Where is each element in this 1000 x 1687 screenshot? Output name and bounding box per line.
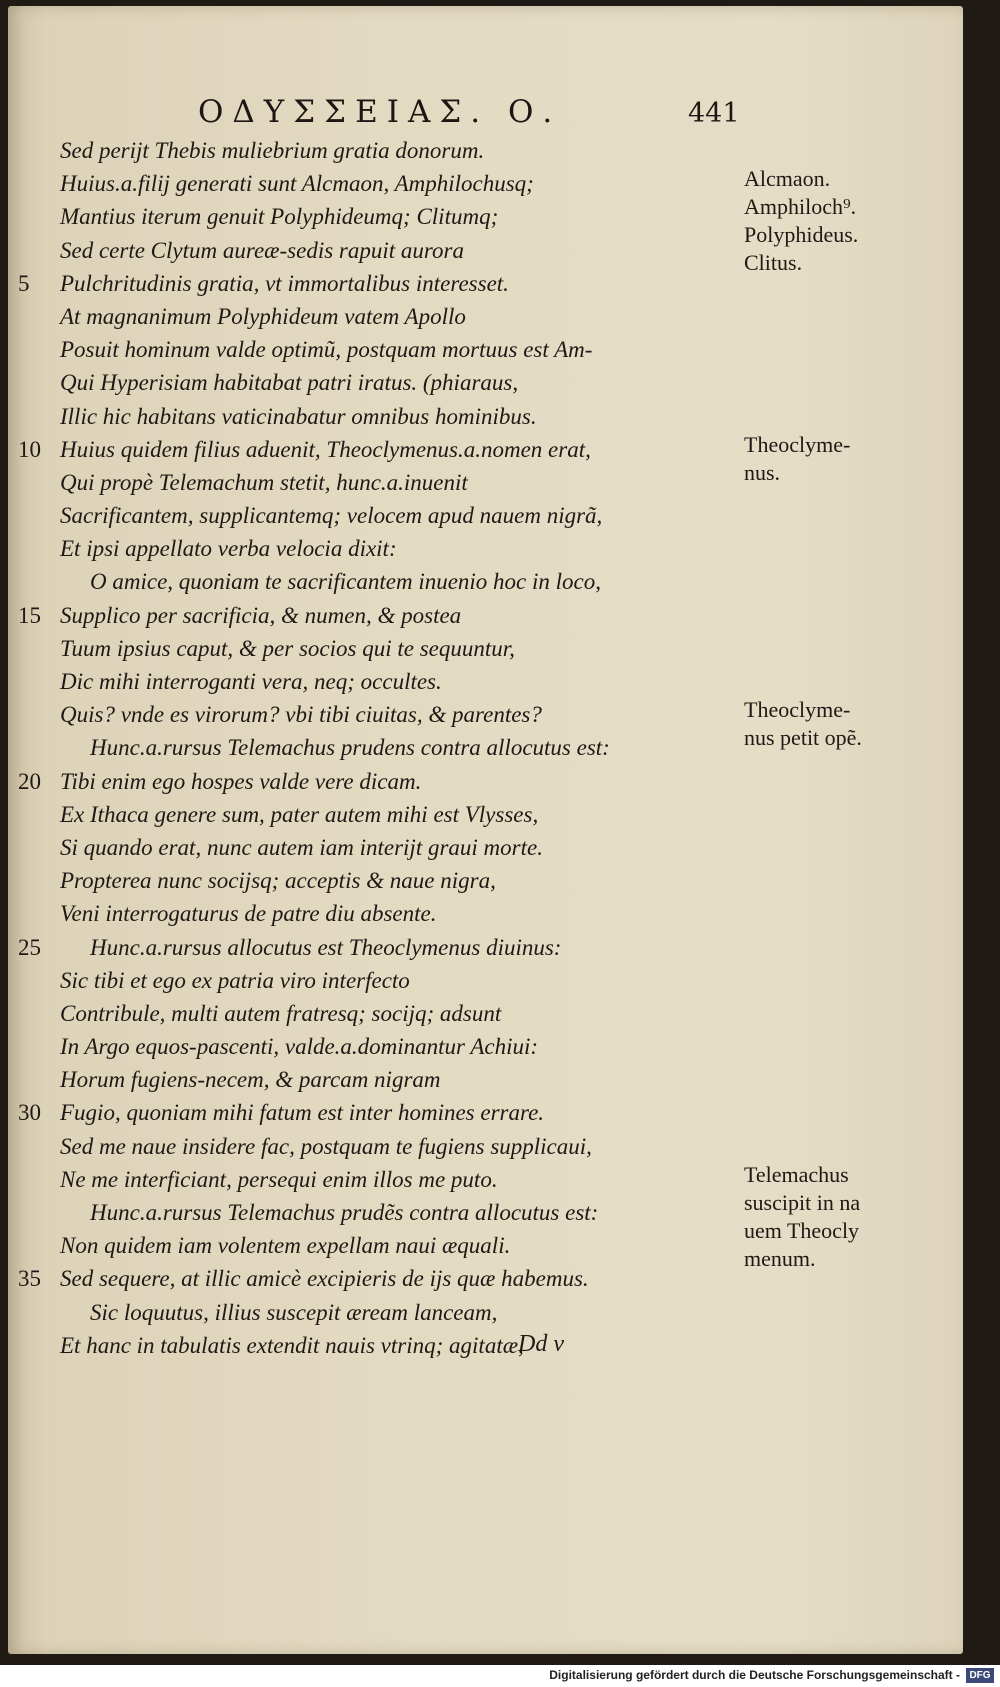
marginal-note-line: Alcmaon. — [744, 166, 831, 192]
verse-line — [8, 234, 748, 267]
line-text: Tibi enim ego hospes valde vere dicam. — [60, 768, 422, 794]
line-text: Sed sequere, at illic amicè excipieris de ijs quæ habemus. — [60, 1266, 589, 1292]
verse-line — [8, 433, 748, 466]
verse-line — [8, 499, 748, 532]
line-text: Illic hic habitans vaticinabatur omnibus hominibus. — [60, 403, 537, 429]
verse-line — [8, 1096, 748, 1129]
verse-line — [8, 466, 748, 499]
line-number: 30 — [18, 1100, 41, 1126]
verse-line — [8, 831, 748, 864]
marginal-note — [744, 696, 934, 752]
line-text: Hunc.a.rursus allocutus est Theoclymenus diuinus: — [90, 934, 562, 960]
verse-line — [8, 300, 748, 333]
line-text: Huius quidem filius aduenit, Theoclymenus.a.nomen erat, — [60, 436, 591, 462]
signature-mark: Dd v — [518, 1331, 564, 1357]
verse-line — [8, 897, 748, 930]
line-text: Quis? vnde es virorum? vbi tibi ciuitas, & parentes? — [60, 702, 542, 728]
marginal-note-line: Telemachus — [744, 1162, 849, 1188]
line-text: Si quando erat, nunc autem iam interijt graui morte. — [60, 834, 543, 860]
line-text: Hunc.a.rursus Telemachus prudẽs contra allocutus est: — [90, 1200, 599, 1225]
verse-line — [8, 1163, 748, 1196]
verse-line — [8, 167, 748, 200]
line-text: Sic tibi et ego ex patria viro interfecto — [60, 967, 410, 993]
line-text: Mantius iterum genuit Polyphideumq; Clitumq; — [60, 204, 499, 230]
line-text: Propterea nunc socijsq; acceptis & naue nigra, — [60, 868, 496, 894]
line-text: Posuit hominum valde optimũ, postquam mortuus est Am- — [60, 337, 593, 363]
marginal-note-line: Clitus. — [744, 250, 803, 276]
marginal-note-line: Theoclyme- — [744, 697, 851, 723]
line-text: At magnanimum Polyphideum vatem Apollo — [60, 303, 466, 329]
line-number: 25 — [18, 934, 41, 960]
line-number: 5 — [18, 270, 30, 296]
line-text: Veni interrogaturus de patre diu absente. — [60, 901, 437, 927]
verse-line — [8, 1329, 748, 1362]
verse-line — [8, 1130, 748, 1163]
verse-line — [8, 400, 748, 433]
verse-text — [8, 134, 748, 1362]
digitization-footer — [0, 1665, 1000, 1687]
book-page — [8, 6, 963, 1654]
line-text: Hunc.a.rursus Telemachus prudens contra allocutus est: — [90, 735, 610, 761]
marginal-note — [744, 165, 934, 277]
verse-line — [8, 1262, 748, 1295]
verse-line — [8, 765, 748, 798]
line-number: 35 — [18, 1266, 41, 1292]
running-title: ΟΔΥΣΣΕΙΑΣ. Ο. — [198, 94, 562, 130]
line-text: Sed certe Clytum aureæ-sedis rapuit aurora — [60, 237, 464, 263]
line-text: Dic mihi interroganti vera, neq; occultes. — [60, 669, 442, 694]
verse-line — [8, 964, 748, 997]
line-text: Ex Ithaca genere sum, pater autem mihi est Vlysses, — [60, 801, 539, 827]
footer-credit: Digitalisierung gefördert durch die Deutsche Forschungsgemeinschaft - — [549, 1668, 960, 1682]
verse-line — [8, 731, 748, 764]
verse-line — [8, 532, 748, 565]
verse-line — [8, 931, 748, 964]
line-number: 10 — [18, 436, 41, 462]
line-text: Contribule, multi autem fratresq; socijq; adsunt — [60, 1000, 502, 1026]
verse-line — [8, 333, 748, 366]
page-header — [198, 94, 778, 134]
marginal-note-line: nus petit opẽ. — [744, 725, 862, 751]
marginal-note-line: uem Theocly — [744, 1218, 860, 1244]
verse-line — [8, 798, 748, 831]
line-text: Tuum ipsius caput, & per socios qui te sequuntur, — [60, 635, 515, 661]
verse-line — [8, 134, 748, 167]
line-number: 15 — [18, 602, 41, 628]
dfg-logo: DFG — [966, 1668, 994, 1683]
verse-line — [8, 698, 748, 731]
verse-line — [8, 1196, 748, 1229]
marginal-note-line: Amphiloch⁹. — [744, 194, 857, 220]
marginal-note — [744, 431, 934, 487]
marginal-note-line: Theoclyme- — [744, 431, 851, 457]
line-text: Et hanc in tabulatis extendit nauis vtrinq; agitatæ, — [60, 1332, 524, 1358]
line-text: Qui propè Telemachum stetit, hunc.a.inuenit — [60, 469, 468, 495]
line-text: Non quidem iam volentem expellam naui æquali. — [60, 1233, 511, 1259]
line-text: Horum fugiens-necem, & parcam nigram — [60, 1067, 441, 1093]
line-text: Sed perijt Thebis muliebrium gratia donorum. — [60, 138, 485, 163]
line-text: Pulchritudinis gratia, vt immortalibus interesset. — [60, 270, 509, 296]
line-text: Et ipsi appellato verba velocia dixit: — [60, 536, 397, 562]
line-text: Sic loquutus, illius suscepit æream lanceam, — [90, 1299, 498, 1325]
page-number: 441 — [688, 98, 740, 129]
line-text: Ne me interficiant, persequi enim illos me puto. — [60, 1166, 498, 1192]
marginal-note-line: menum. — [744, 1246, 816, 1272]
line-text: In Argo equos-pascenti, valde.a.dominantur Achiui: — [60, 1034, 539, 1060]
line-number: 20 — [18, 768, 41, 794]
line-text: Qui Hyperisiam habitabat patri iratus. (phiaraus, — [60, 370, 519, 396]
line-text: Supplico per sacrificia, & numen, & postea — [60, 602, 462, 628]
verse-line — [8, 864, 748, 897]
marginal-note-line: nus. — [744, 459, 781, 485]
verse-line — [8, 599, 748, 632]
verse-line — [8, 1229, 748, 1262]
verse-line — [8, 366, 748, 399]
verse-line — [8, 200, 748, 233]
verse-line — [8, 997, 748, 1030]
verse-line — [8, 1030, 748, 1063]
verse-line — [8, 665, 748, 698]
line-text: O amice, quoniam te sacrificantem inuenio hoc in loco, — [90, 569, 602, 595]
verse-line — [8, 1063, 748, 1096]
verse-line — [8, 632, 748, 665]
line-text: Sacrificantem, supplicantemq; velocem apud nauem nigrã, — [60, 503, 603, 529]
marginal-note-line: Polyphideus. — [744, 222, 859, 248]
line-text: Sed me naue insidere fac, postquam te fugiens supplicaui, — [60, 1133, 592, 1159]
verse-line — [8, 1296, 748, 1329]
line-text: Fugio, quoniam mihi fatum est inter homines errare. — [60, 1100, 545, 1126]
line-text: Huius.a.filij generati sunt Alcmaon, Amphilochusq; — [60, 171, 534, 197]
marginal-note — [744, 1161, 934, 1273]
marginal-note-line: suscipit in na — [744, 1190, 861, 1216]
verse-line — [8, 267, 748, 300]
verse-line — [8, 565, 748, 598]
